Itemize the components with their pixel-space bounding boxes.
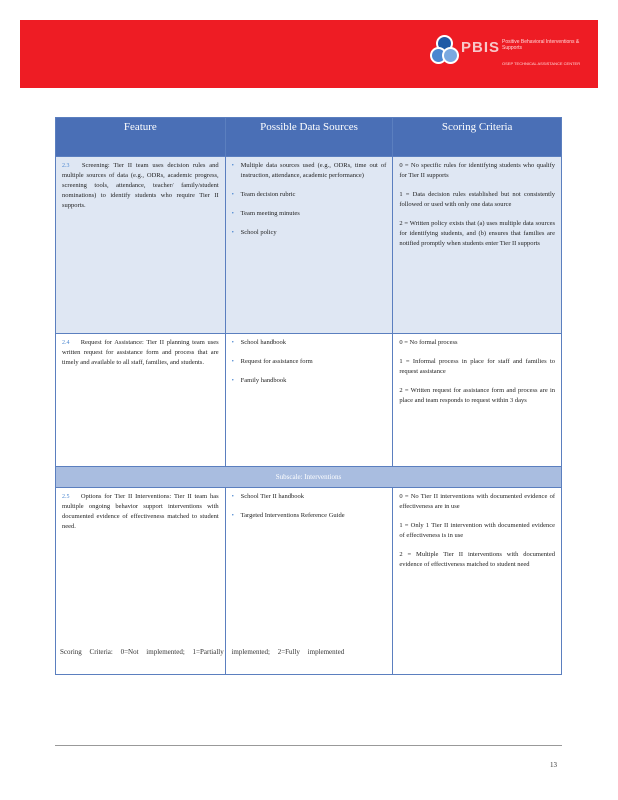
criterion: 1 = Data decision rules established but not consistently followed or used with only one data source <box>399 191 555 208</box>
header-scoring: Scoring Criteria <box>393 118 562 157</box>
list-item: • School policy <box>232 228 387 238</box>
feature-number: 2.5 <box>62 494 70 500</box>
table-row <box>56 157 562 334</box>
criteria-cell <box>393 334 562 467</box>
table-row <box>56 488 562 675</box>
feature-cell <box>56 157 226 334</box>
feature-text: Options for Tier II Interventions: Tier II team has multiple ongoing behavior support interventions with documented evidence of effectiveness matched to student need. <box>62 493 219 530</box>
list-item: • Team decision rubric <box>232 190 387 200</box>
criterion: 1 = Informal process in place for staff and families to request assistance <box>399 358 555 375</box>
list-item: • Targeted Interventions Reference Guide <box>232 511 387 521</box>
sources-cell <box>225 157 393 334</box>
criterion: 2 = Written policy exists that (a) uses multiple data sources for identifying students, and (b) ensures that families are notified promptly when students enter Tier II supports <box>399 220 555 247</box>
list-item: • School Tier II handbook <box>232 492 387 502</box>
footer-divider <box>55 745 562 746</box>
feature-number: 2.3 <box>62 163 70 169</box>
feature-text: Request for Assistance: Tier II planning team uses written request for assistance form and process that are timely and available to all staff, families, and students. <box>62 339 219 366</box>
criteria-cell <box>393 157 562 334</box>
list-item: • Request for assistance form <box>232 357 387 367</box>
criterion: 0 = No Tier II interventions with documented evidence of effectiveness are in use <box>399 493 555 510</box>
criterion: 0 = No formal process <box>399 339 458 346</box>
logo-text: PBIS <box>461 39 501 56</box>
header-banner <box>20 20 598 88</box>
logo-tagline: OSEP TECHNICAL ASSISTANCE CENTER <box>502 61 581 66</box>
header-feature: Feature <box>56 118 226 157</box>
list-item: • Family handbook <box>232 376 387 386</box>
feature-number: 2.4 <box>62 340 70 346</box>
header-sources: Possible Data Sources <box>225 118 393 157</box>
feature-text: Screening: Tier II team uses decision rules and multiple sources of data (e.g., ODRs, academic progress, screening tools, attendance, teacher/ family/student nominations) to identify students who require Tier II supports. <box>62 162 219 209</box>
criteria-cell <box>393 488 562 675</box>
pbis-logo-icon <box>430 35 458 65</box>
criterion: 2 = Multiple Tier II interventions with documented evidence of effectiveness matched to student need <box>399 551 555 568</box>
subscale-label: Subscale: Interventions <box>56 467 562 488</box>
criterion: 0 = No specific rules for identifying students who qualify for Tier II supports <box>399 162 555 179</box>
subscale-row <box>56 467 562 488</box>
pbis-logo <box>430 35 590 75</box>
table-row <box>56 334 562 467</box>
feature-table <box>55 117 562 675</box>
page-number: 13 <box>550 761 557 769</box>
list-item: • Multiple data sources used (e.g., ODRs, time out of instruction, attendance, academic performance) <box>232 161 387 181</box>
feature-cell <box>56 488 226 675</box>
scoring-legend: Scoring Criteria: 0=Not implemented; 1=Partially implemented; 2=Fully implemented <box>60 648 345 656</box>
feature-cell <box>56 334 226 467</box>
criterion: 1 = Only 1 Tier II intervention with documented evidence of effectiveness is in use <box>399 522 555 539</box>
sources-cell <box>225 488 393 675</box>
criterion: 2 = Written request for assistance form and process are in place and team responds to request within 3 days <box>399 387 555 404</box>
list-item: • Team meeting minutes <box>232 209 387 219</box>
logo-subtitle: Positive Behavioral Interventions & Supports <box>502 39 580 51</box>
list-item: • School handbook <box>232 338 387 348</box>
sources-cell <box>225 334 393 467</box>
